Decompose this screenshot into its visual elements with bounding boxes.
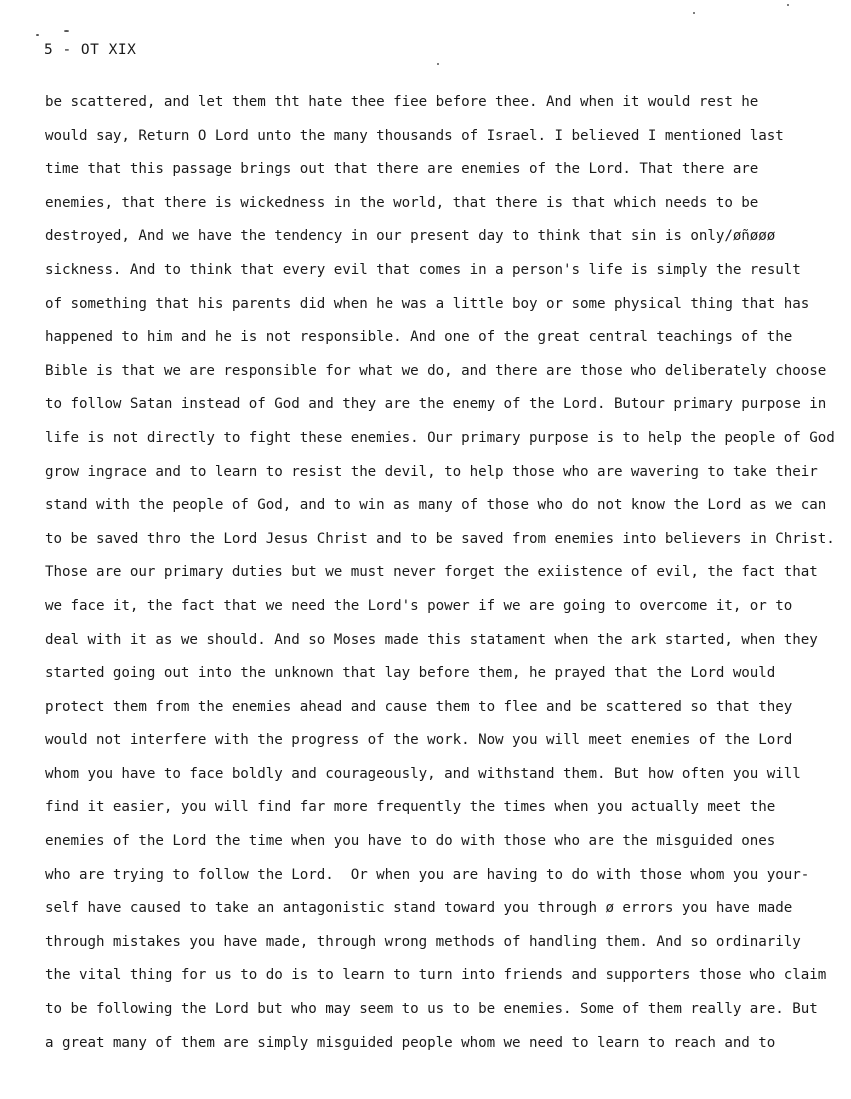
text-line: deal with it as we should. And so Moses made this statament when the ark started, when they [45,631,818,648]
text-line: protect them from the enemies ahead and cause them to flee and be scattered so that they [45,698,793,715]
text-line: enemies, that there is wickedness in the world, that there is that which needs to be [45,194,759,211]
text-line: of something that his parents did when he was a little boy or some physical thing that has [45,295,810,312]
text-line: started going out into the unknown that lay before them, he prayed that the Lord would [45,665,776,682]
text-line: would say, Return O Lord unto the many thousands of Israel. I believed I mentioned last [45,127,784,144]
text-line: destroyed, And we have the tendency in our present day to think that sin is only/øñøøø [45,228,776,245]
text-line: Bible is that we are responsible for what we do, and there are those who deliberately choose [45,362,827,379]
text-line: time that this passage brings out that there are enemies of the Lord. That there are [45,161,759,178]
text-line: to be following the Lord but who may seem to us to be enemies. Some of them really are. But [45,1001,818,1018]
text-line: the vital thing for us to do is to learn to turn into friends and supporters those who claim [45,967,827,984]
text-line: through mistakes you have made, through wrong methods of handling them. And so ordinarily [45,933,801,950]
text-line: who are trying to follow the Lord. Or when you are having to do with those whom you your- [45,866,810,883]
page-header: 5 - OT XIX [44,42,137,58]
text-line: we face it, the fact that we need the Lord's power if we are going to overcome it, or to [45,597,793,614]
text-line: happened to him and he is not responsible. And one of the great central teachings of the [45,329,793,346]
scan-speck [437,63,439,65]
text-line: would not interfere with the progress of the work. Now you will meet enemies of the Lord [45,732,793,749]
text-line: sickness. And to think that every evil that comes in a person's life is simply the result [45,261,801,278]
text-line: to follow Satan instead of God and they are the enemy of the Lord. Butour primary purpose in [45,396,827,413]
text-line: whom you have to face boldly and courageously, and withstand them. But how often you will [45,765,801,782]
text-line: enemies of the Lord the time when you have to do with those who are the misguided ones [45,833,776,850]
scan-speck [787,4,789,6]
scan-speck [64,30,69,32]
text-line: find it easier, you will find far more frequently the times when you actually meet the [45,799,776,816]
text-line: be scattered, and let them tht hate thee fiee before thee. And when it would rest he [45,94,759,110]
text-line: to be saved thro the Lord Jesus Christ and to be saved from enemies into believers in Christ. [45,530,835,547]
text-line: life is not directly to fight these enemies. Our primary purpose is to help the people of God [45,429,835,446]
text-line: Those are our primary duties but we must never forget the exiistence of evil, the fact that [45,564,818,581]
document-body [45,92,845,1066]
text-line: grow ingrace and to learn to resist the devil, to help those who are wavering to take their [45,463,818,480]
text-line: a great many of them are simply misguided people whom we need to learn to reach and to [45,1034,776,1051]
scan-speck [36,34,39,36]
text-line: self have caused to take an antagonistic stand toward you through ø errors you have made [45,900,793,917]
text-line: stand with the people of God, and to win as many of those who do not know the Lord as we can [45,497,827,514]
scan-speck [693,12,695,14]
